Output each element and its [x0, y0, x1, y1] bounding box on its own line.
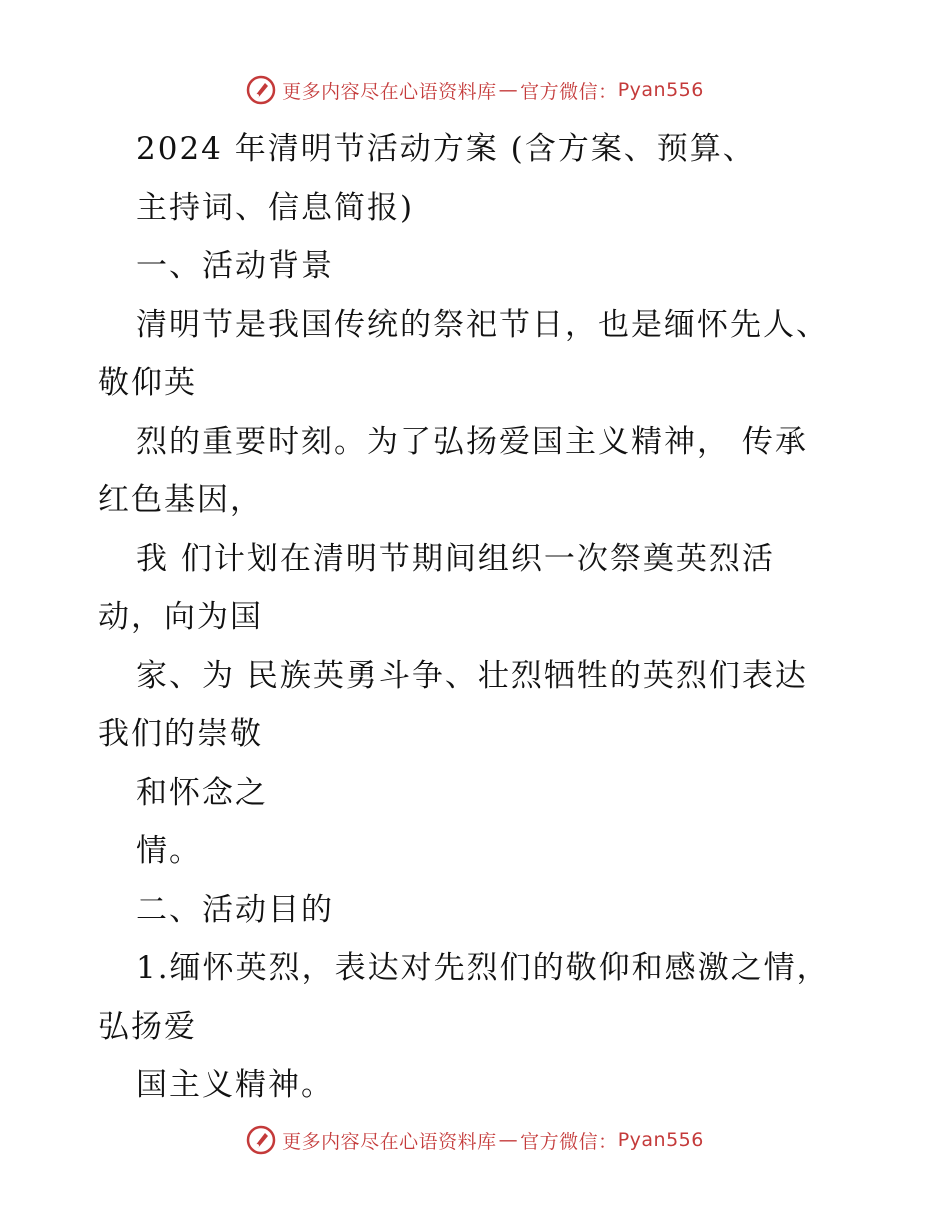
document-line: 一、活动背景: [136, 248, 334, 284]
watermark-wechat-id: Pyan556: [617, 79, 704, 101]
document-line: 二、活动目的: [136, 891, 334, 928]
document-line: 弘扬爱: [98, 1008, 197, 1045]
watermark-wechat-id: Pyan556: [617, 1129, 704, 1151]
header-watermark: [0, 70, 950, 110]
document-line: 动，向为国: [98, 599, 263, 635]
document-line: 情。: [136, 833, 202, 869]
document-line: 2024 年清明节活动方案 (含方案、预算、: [136, 131, 756, 167]
pen-nib-logo-icon: [246, 1125, 276, 1155]
watermark-separator: —: [498, 79, 519, 101]
document-body: [98, 120, 858, 1115]
watermark-wechat-label: 官方微信：: [520, 80, 618, 103]
document-line: 烈的重要时刻。为了弘扬爱国主义精神， 传承: [136, 423, 808, 460]
watermark-site-text: 更多内容尽在心语资料库: [282, 1130, 497, 1153]
document-line: 1.缅怀英烈，表达对先烈们的敬仰和感激之情，: [136, 950, 830, 986]
document-line: 我 们计划在清明节期间组织一次祭奠英烈活: [136, 540, 775, 577]
document-line: 国主义精神。: [136, 1067, 334, 1103]
watermark-site-text: 更多内容尽在心语资料库: [282, 80, 497, 103]
document-line: 和怀念之: [136, 774, 268, 811]
document-line: 主持词、信息简报): [136, 189, 415, 226]
document-line: 家、为 民族英勇斗争、壮烈牺牲的英烈们表达: [136, 657, 808, 694]
watermark-wechat-label: 官方微信：: [520, 1130, 618, 1153]
document-line: 清明节是我国传统的祭祀节日，也是缅怀先人、: [136, 306, 829, 343]
document-line: 红色基因，: [98, 482, 263, 518]
watermark-separator: —: [498, 1129, 519, 1151]
document-line: 我们的崇敬: [98, 716, 263, 752]
document-line: 敬仰英: [98, 365, 197, 401]
footer-watermark: [0, 1120, 950, 1160]
pen-nib-logo-icon: [246, 75, 276, 105]
